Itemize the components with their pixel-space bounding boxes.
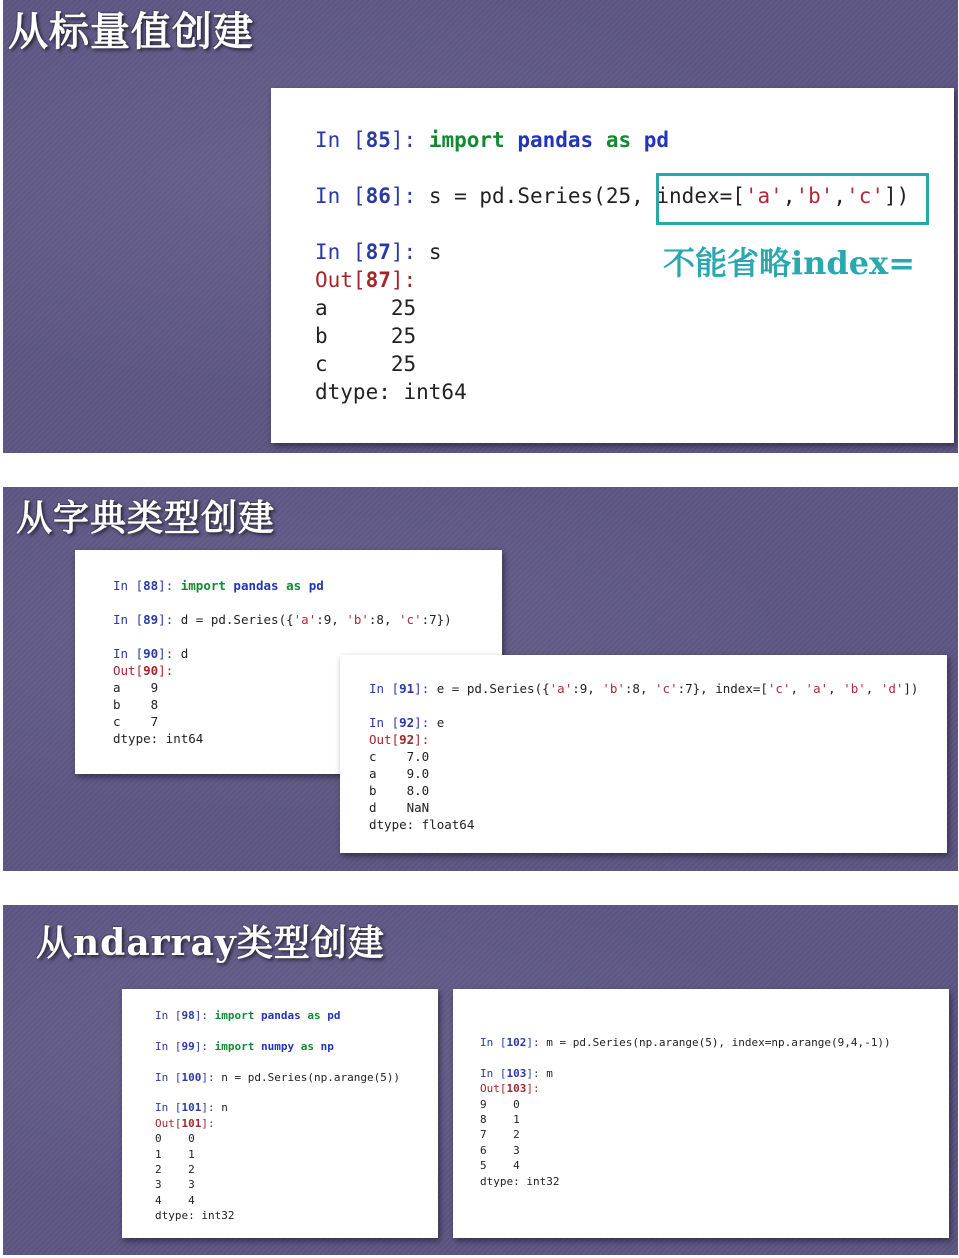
code-token: 87	[365, 268, 391, 292]
code-token: ]:	[158, 663, 174, 678]
code-panel	[271, 88, 954, 443]
code-token: 92	[399, 715, 415, 730]
code-token: 90	[143, 663, 159, 678]
code-token: pandas	[225, 578, 287, 593]
code-line	[369, 765, 947, 782]
slide-title: 从字典类型创建	[16, 497, 276, 539]
code-token: In [	[480, 1066, 507, 1080]
highlight-box	[656, 173, 929, 225]
code-token: dtype: float64	[369, 817, 475, 832]
code-line	[369, 680, 947, 697]
code-token: 89	[143, 612, 159, 627]
code-token: 90	[143, 646, 159, 661]
code-token: as	[605, 128, 632, 152]
code-token: 4 4	[155, 1193, 195, 1207]
slide-scalar-creation	[3, 0, 958, 453]
code-token: In [	[369, 681, 400, 696]
code-token: a 9.0	[369, 766, 430, 781]
code-token: Out[	[113, 663, 144, 678]
code-token: 103	[506, 1066, 527, 1080]
code-token: ]:	[526, 1036, 547, 1049]
slide-ndarray-creation	[3, 905, 958, 1255]
code-line	[315, 294, 954, 322]
code-token: e = pd.Series({	[436, 681, 550, 696]
code-line	[155, 1116, 438, 1131]
code-token: s = pd.Series(25, index=[	[428, 184, 745, 208]
code-token: import	[214, 1009, 255, 1022]
slide-title: 从标量值创建	[8, 8, 254, 55]
code-line	[480, 1112, 949, 1127]
code-token: In [	[155, 1039, 182, 1053]
code-token: ]:	[390, 184, 429, 208]
code-token: pd	[301, 578, 324, 593]
code-line	[155, 1008, 438, 1023]
code-token: ]:	[158, 612, 181, 627]
code-token: 'c'	[655, 681, 678, 696]
code-line	[113, 611, 502, 628]
code-token: m	[546, 1066, 553, 1080]
code-line	[155, 1070, 438, 1085]
code-line	[369, 782, 947, 799]
code-line	[155, 1147, 438, 1162]
code-token: c 25	[315, 352, 417, 376]
code-token: ]:	[526, 1082, 540, 1096]
code-line	[480, 1035, 949, 1050]
code-line	[480, 1097, 949, 1112]
code-token: 87	[365, 240, 391, 264]
code-token: In [	[155, 1101, 182, 1115]
code-line	[155, 1162, 438, 1177]
code-line	[480, 1174, 949, 1189]
code-token: ]:	[201, 1070, 222, 1084]
code-token: 101	[181, 1101, 202, 1115]
code-line	[315, 378, 954, 406]
code-token: 'a'	[293, 612, 317, 627]
code-token: ]:	[526, 1066, 547, 1080]
code-token: n	[221, 1101, 228, 1115]
code-token: ]:	[194, 1039, 215, 1053]
code-line	[155, 1131, 438, 1146]
code-token: 103	[506, 1082, 527, 1096]
code-line	[480, 1158, 949, 1173]
code-token: :8,	[624, 681, 656, 696]
code-line	[315, 322, 954, 350]
code-token: In [	[155, 1009, 182, 1022]
code-token: 'b'	[602, 681, 625, 696]
code-token: a 25	[315, 296, 417, 320]
code-token: 8 1	[480, 1113, 520, 1127]
code-token: pandas	[504, 128, 606, 152]
code-token: 'b'	[795, 184, 834, 208]
code-token: ]:	[201, 1116, 215, 1130]
code-token: ]:	[414, 715, 437, 730]
code-token: In [	[113, 578, 144, 593]
code-token: ]:	[194, 1009, 215, 1022]
code-panel-left	[122, 989, 438, 1238]
code-token: ]:	[390, 268, 417, 292]
code-token: import	[180, 578, 226, 593]
code-token: :9,	[316, 612, 347, 627]
code-token: dtype: int32	[155, 1209, 235, 1223]
code-token: np	[313, 1039, 334, 1053]
code-token: ]:	[390, 128, 429, 152]
code-line	[369, 697, 947, 714]
code-token: 'a'	[549, 681, 573, 696]
code-token: s	[428, 240, 442, 264]
code-token: ]:	[390, 240, 429, 264]
code-block	[369, 680, 947, 833]
slide-dict-creation	[3, 487, 958, 871]
code-token: ,	[833, 184, 847, 208]
code-token: d NaN	[369, 800, 430, 815]
code-token: :7})	[421, 612, 452, 627]
code-line	[369, 731, 947, 748]
code-token: ,	[790, 681, 806, 696]
code-token: ,	[865, 681, 881, 696]
code-token: m = pd.Series(np.arange(5), index=np.arange(9,4,-1))	[546, 1036, 891, 1049]
code-token: In [	[315, 240, 366, 264]
code-token: 5 4	[480, 1159, 520, 1173]
code-token: 6 3	[480, 1143, 520, 1157]
code-token: d	[180, 646, 189, 661]
code-panel-right	[453, 989, 949, 1238]
code-token: 'b'	[843, 681, 866, 696]
code-token: 1 1	[155, 1147, 195, 1161]
code-token: ])	[903, 681, 919, 696]
code-token: 'c'	[846, 184, 885, 208]
code-token: ]:	[414, 681, 437, 696]
code-token: pd	[631, 128, 670, 152]
code-token: ])	[884, 184, 910, 208]
code-token: Out[	[315, 268, 366, 292]
slide-title: 从ndarray类型创建	[36, 922, 385, 964]
code-token: :7}, index=[	[677, 681, 768, 696]
code-token: 'c'	[399, 612, 422, 627]
code-token: In [	[369, 715, 400, 730]
code-token: :9,	[572, 681, 603, 696]
code-line	[369, 816, 947, 833]
code-token: 98	[181, 1009, 195, 1022]
code-token: n = pd.Series(np.arange(5))	[221, 1070, 401, 1084]
code-token: pandas	[254, 1009, 308, 1022]
code-token: b 25	[315, 324, 417, 348]
code-line	[155, 1100, 438, 1115]
code-token: ,	[782, 184, 796, 208]
code-line	[155, 1054, 438, 1069]
code-token: pd	[320, 1009, 341, 1022]
code-token: 99	[181, 1039, 195, 1053]
code-line	[480, 1127, 949, 1142]
code-token: In [	[155, 1070, 182, 1084]
code-token: 'd'	[880, 681, 904, 696]
code-token: 92	[399, 732, 415, 747]
code-token: c 7.0	[369, 749, 430, 764]
code-token: c 7	[113, 714, 159, 729]
code-token: dtype: int32	[480, 1174, 560, 1188]
code-line	[480, 1143, 949, 1158]
code-line	[113, 577, 502, 594]
code-token: as	[286, 578, 302, 593]
code-token: a 9	[113, 680, 159, 695]
code-token: ,	[828, 681, 844, 696]
code-line	[155, 1177, 438, 1192]
code-token: 'c'	[767, 681, 791, 696]
code-line	[155, 1039, 438, 1054]
code-token: 88	[143, 578, 159, 593]
code-token: 2 2	[155, 1163, 195, 1177]
code-line	[315, 126, 954, 154]
code-block	[480, 1035, 949, 1189]
code-line	[480, 1081, 949, 1096]
code-token: 102	[506, 1036, 527, 1049]
code-token: 85	[365, 128, 391, 152]
code-token: In [	[480, 1036, 507, 1049]
code-token: ]:	[414, 732, 430, 747]
code-token: as	[307, 1009, 321, 1022]
code-token: 86	[365, 184, 391, 208]
code-token: numpy	[254, 1039, 301, 1053]
code-token: Out[	[480, 1082, 507, 1096]
code-token: 0 0	[155, 1132, 195, 1146]
code-token: import	[214, 1039, 255, 1053]
code-token: ]:	[158, 578, 181, 593]
code-token: e	[436, 715, 445, 730]
code-line	[113, 628, 502, 645]
code-token: dtype: int64	[315, 380, 467, 404]
code-token: ]:	[201, 1101, 222, 1115]
code-token: 101	[181, 1116, 202, 1130]
code-panel-right	[340, 655, 947, 853]
code-token: b 8	[113, 697, 159, 712]
code-token: In [	[113, 646, 144, 661]
code-token: 7 2	[480, 1128, 520, 1142]
annotation-text: 不能省略index=	[663, 244, 916, 282]
code-line	[155, 1023, 438, 1038]
code-line	[155, 1085, 438, 1100]
code-token: Out[	[155, 1116, 182, 1130]
code-token: In [	[113, 612, 144, 627]
code-line	[369, 799, 947, 816]
code-token: 3 3	[155, 1178, 195, 1192]
code-token: 100	[181, 1070, 202, 1084]
code-line	[369, 714, 947, 731]
code-line	[155, 1208, 438, 1223]
code-token: import	[428, 128, 505, 152]
code-line	[113, 594, 502, 611]
code-token: as	[300, 1039, 314, 1053]
code-token: 91	[399, 681, 415, 696]
code-token: 'a'	[744, 184, 783, 208]
code-token: 'a'	[805, 681, 829, 696]
code-token: :8,	[368, 612, 400, 627]
code-token: In [	[315, 184, 366, 208]
code-line	[369, 748, 947, 765]
code-block	[155, 1008, 438, 1224]
code-token: 'b'	[346, 612, 369, 627]
code-token: Out[	[369, 732, 400, 747]
code-token: ]:	[158, 646, 181, 661]
code-token: b 8.0	[369, 783, 430, 798]
code-token: dtype: int64	[113, 731, 204, 746]
code-token: 9 0	[480, 1097, 520, 1111]
code-line	[480, 1050, 949, 1065]
code-line	[480, 1066, 949, 1081]
code-token: In [	[315, 128, 366, 152]
code-line	[315, 350, 954, 378]
code-line	[155, 1193, 438, 1208]
code-token: d = pd.Series({	[180, 612, 294, 627]
